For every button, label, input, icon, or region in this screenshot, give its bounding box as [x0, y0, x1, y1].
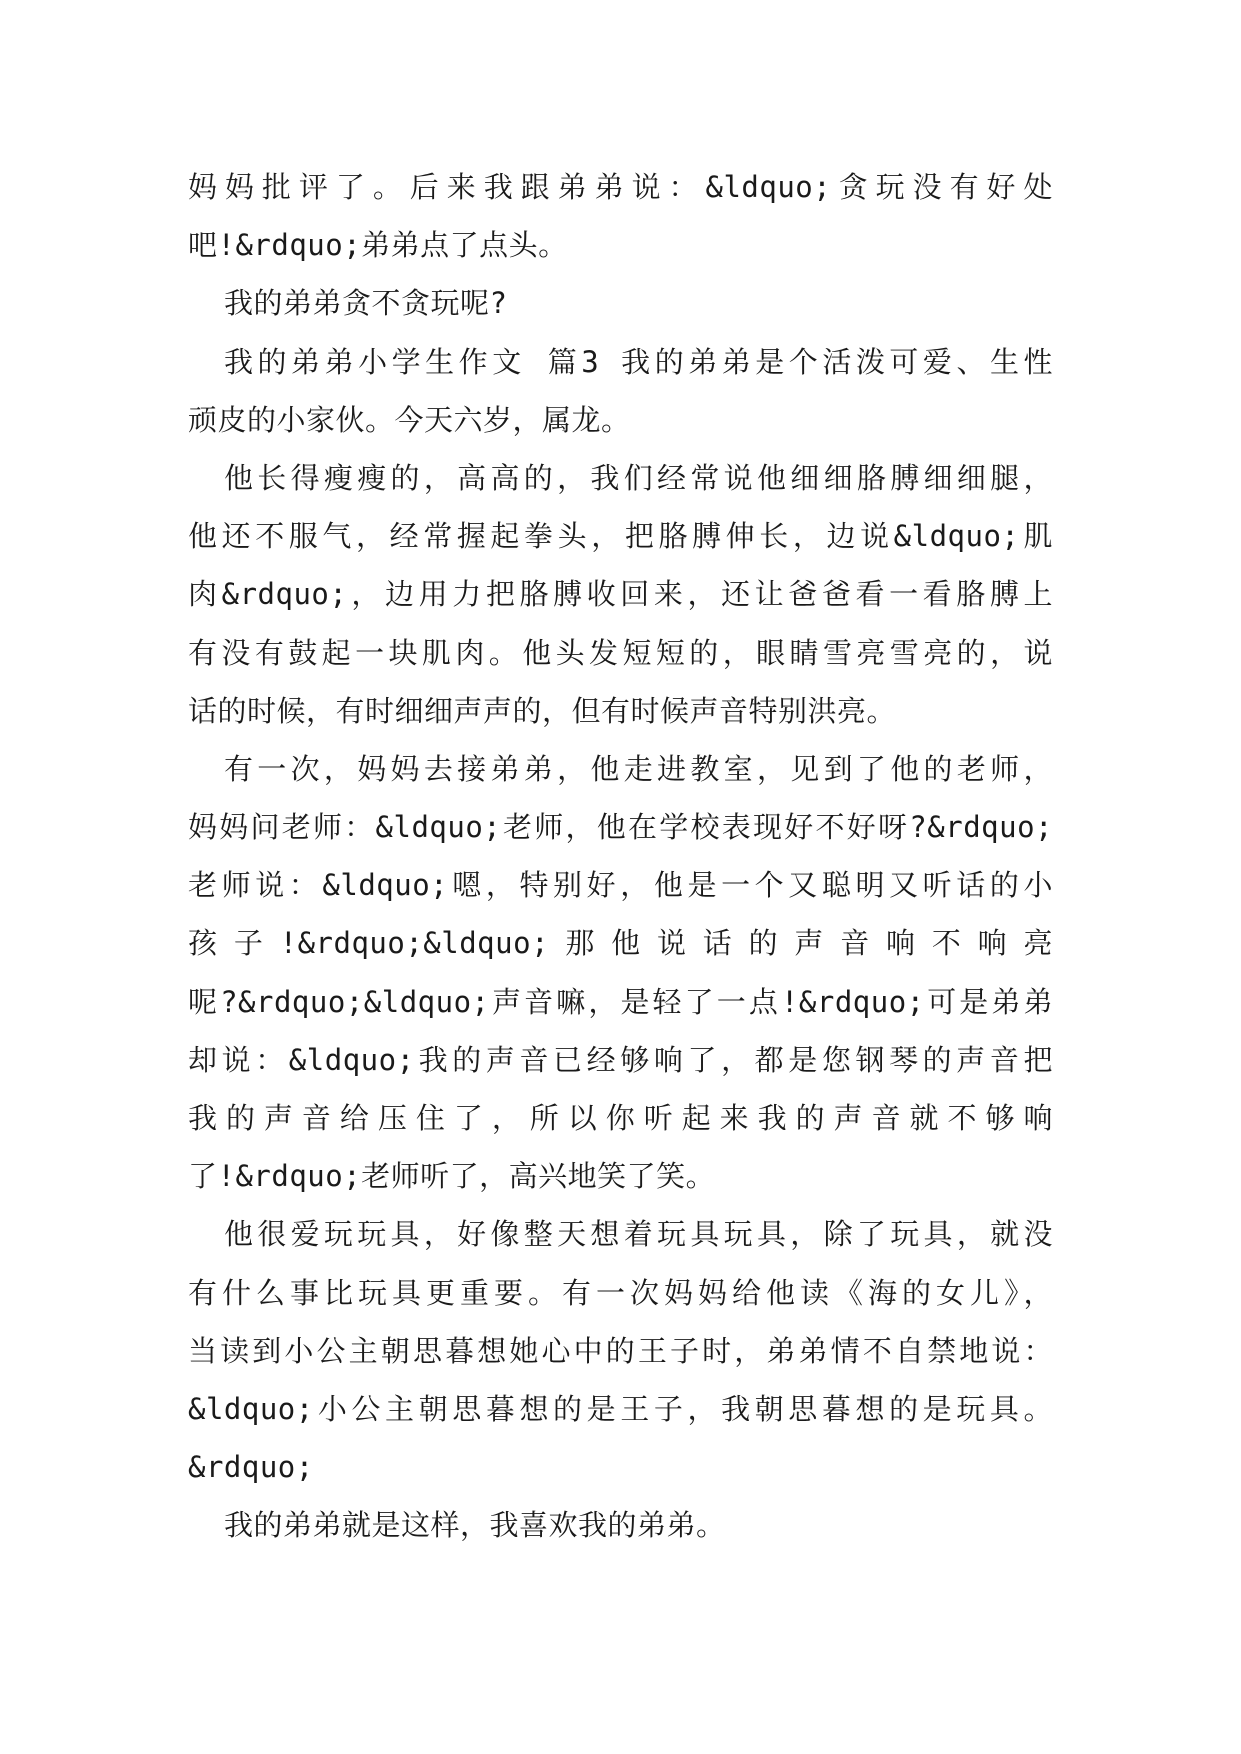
text-line: 我的声音给压住了，所以你听起来我的声音就不够响: [188, 1101, 1053, 1135]
text-line: 我的弟弟贪不贪玩呢?: [224, 286, 508, 321]
text-line: 我的弟弟就是这样，我喜欢我的弟弟。: [224, 1508, 726, 1543]
text-line: 肉&rdquo;，边用力把胳膊收回来，还让爸爸看一看胳膊上: [188, 577, 1053, 612]
text-line: 妈妈问老师：&ldquo;老师，他在学校表现好不好呀?&rdquo;: [188, 810, 1053, 845]
text-line: 孩子!&rdquo;&ldquo;那他说话的声音响不响亮: [188, 926, 1053, 961]
text-line: 妈妈批评了。后来我跟弟弟说：&ldquo;贪玩没有好处: [188, 170, 1053, 204]
essay-body: [188, 158, 1053, 1555]
text-line: 呢?&rdquo;&ldquo;声音嘛，是轻了一点!&rdquo;可是弟弟: [188, 984, 1053, 1019]
text-line: 却说：&ldquo;我的声音已经够响了，都是您钢琴的声音把: [188, 1042, 1053, 1077]
text-line: 了!&rdquo;老师听了，高兴地笑了笑。: [188, 1159, 716, 1194]
text-line: 吧!&rdquo;弟弟点了点头。: [188, 228, 568, 263]
text-line: 话的时候，有时细细声声的，但有时候声音特别洪亮。: [188, 693, 897, 728]
text-line: &rdquo;: [188, 1450, 314, 1485]
text-line: 有没有鼓起一块肌肉。他头发短短的，眼睛雪亮雪亮的，说: [188, 635, 1053, 670]
text-line: 他很爱玩玩具，好像整天想着玩具玩具，除了玩具，就没: [224, 1217, 1053, 1252]
text-line: 老师说：&ldquo;嗯，特别好，他是一个又聪明又听话的小: [188, 868, 1053, 903]
text-line: &ldquo;小公主朝思暮想的是王子，我朝思暮想的是玩具。: [188, 1391, 1053, 1426]
text-line: 有一次，妈妈去接弟弟，他走进教室，见到了他的老师，: [224, 751, 1053, 786]
text-line: 我的弟弟小学生作文 篇3 我的弟弟是个活泼可爱、生性: [224, 344, 1053, 379]
text-line: 他还不服气，经常握起拳头，把胳膊伸长，边说&ldquo;肌: [188, 519, 1053, 554]
text-line: 当读到小公主朝思暮想她心中的王子时，弟弟情不自禁地说：: [188, 1333, 1053, 1368]
text-line: 有什么事比玩具更重要。有一次妈妈给他读《海的女儿》，: [188, 1275, 1053, 1310]
text-line: 顽皮的小家伙。今天六岁，属龙。: [188, 402, 631, 437]
text-line: 他长得瘦瘦的，高高的，我们经常说他细细胳膊细细腿，: [224, 460, 1053, 495]
